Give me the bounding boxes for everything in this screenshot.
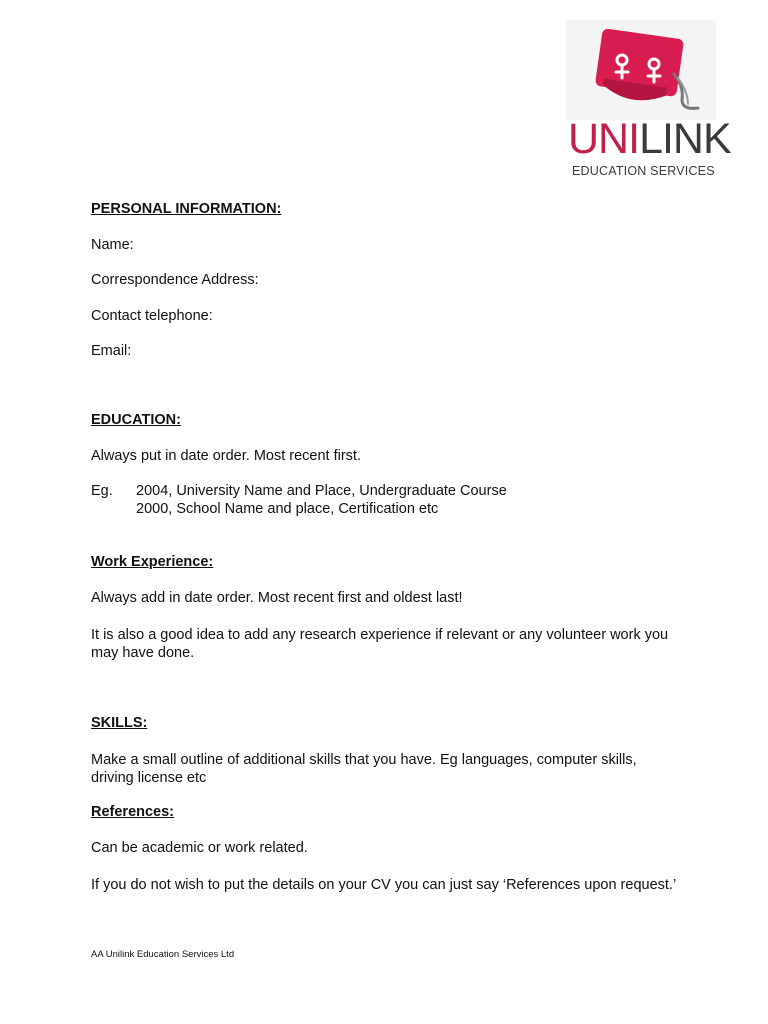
footer-company: AA Unilink Education Services Ltd — [91, 949, 235, 960]
logo-subtitle: EDUCATION SERVICES — [572, 164, 715, 178]
name-label: Name: — [91, 237, 134, 253]
unilink-logo — [566, 20, 731, 182]
education-example: 2000, School Name and place, Certification etc — [136, 501, 439, 517]
logo-wordmark — [568, 115, 731, 163]
work-note-research: It is also a good idea to add any research experience if relevant or any volunteer work you may have done. — [91, 627, 669, 661]
references-heading: References: — [91, 804, 175, 820]
address-label: Correspondence Address: — [91, 272, 259, 288]
work-note-order: Always add in date order. Most recent first and oldest last! — [91, 590, 463, 606]
education-example: 2004, University Name and Place, Undergraduate Course — [136, 483, 507, 499]
references-note: Can be academic or work related. — [91, 840, 308, 856]
example-label: Eg. — [91, 483, 113, 499]
work-experience-heading: Work Experience: — [91, 554, 214, 570]
skills-heading: SKILLS: — [91, 715, 148, 731]
telephone-label: Contact telephone: — [91, 308, 213, 324]
personal-info-heading: PERSONAL INFORMATION: — [91, 201, 282, 217]
email-label: Email: — [91, 343, 132, 359]
education-heading: EDUCATION: — [91, 412, 181, 428]
logo-wordmark-link: LINK — [639, 115, 731, 163]
references-request-note: If you do not wish to put the details on your CV you can just say ‘References upon request.’ — [91, 877, 677, 893]
logo-wordmark-uni: UNI — [568, 115, 640, 163]
skills-note: Make a small outline of additional skills that you have. Eg languages, computer skills, driving license etc — [91, 752, 637, 786]
graduation-cap-icon — [566, 20, 716, 120]
education-note: Always put in date order. Most recent first. — [91, 448, 361, 464]
